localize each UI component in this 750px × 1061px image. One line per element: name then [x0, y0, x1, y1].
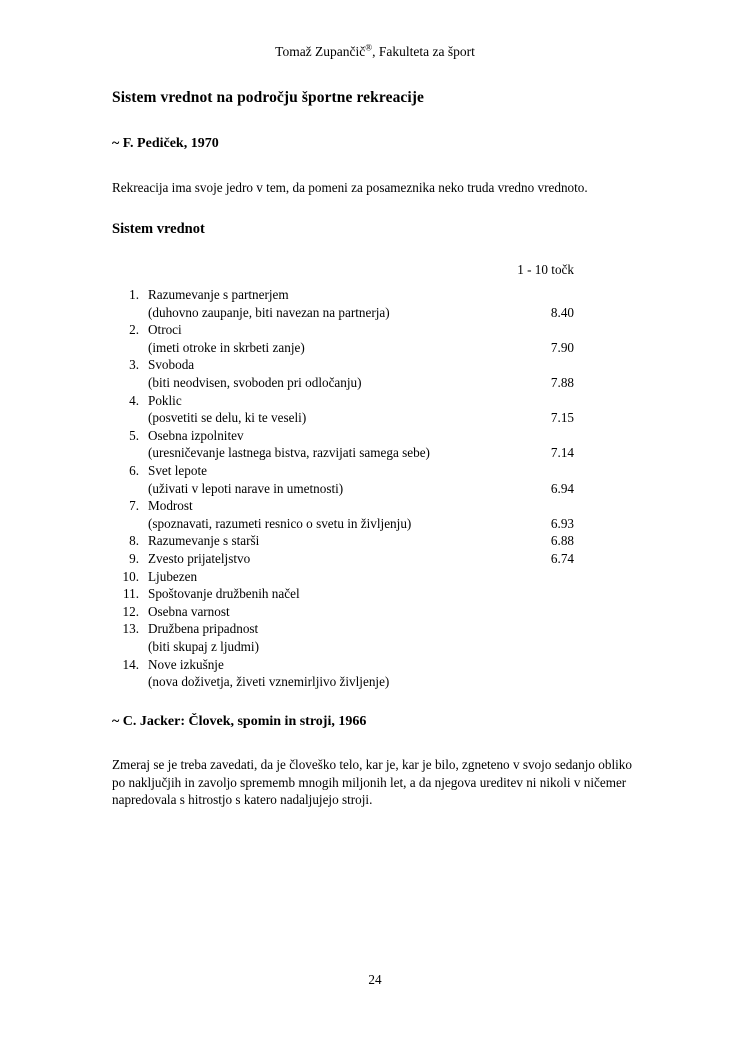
list-item-detail: (spoznavati, razumeti resnico o svetu in življenju) — [148, 515, 412, 531]
section-heading-sistem-vrednot: Sistem vrednot — [112, 221, 205, 238]
list-item-score: 6.74 — [550, 551, 574, 566]
page-title: Sistem vrednot na področju športne rekreacije — [112, 89, 425, 106]
list-item-number: 4. — [129, 392, 139, 408]
points-column-header: 1 - 10 točk — [517, 261, 574, 277]
list-item-number: 3. — [129, 357, 139, 373]
list-item-number: 5. — [129, 427, 139, 443]
list-item — [112, 286, 574, 304]
source-heading-jacker: ~ C. Jacker: Človek, spomin in stroji, 1966 — [112, 713, 367, 729]
list-item — [112, 392, 574, 410]
list-item-number: 9. — [129, 551, 139, 566]
list-item-label: Poklic — [148, 392, 182, 408]
list-item — [112, 568, 574, 586]
list-item-detail: (uresničevanje lastnega bistva, razvijati samega sebe) — [148, 445, 430, 461]
list-item-score: 6.88 — [550, 533, 574, 549]
header-author: Tomaž Zupančič — [275, 44, 366, 59]
list-item — [112, 497, 574, 515]
list-item-detail-score: 7.14 — [550, 445, 574, 461]
list-item-detail-score: 7.15 — [550, 410, 574, 426]
list-item-detail-row — [112, 444, 574, 462]
list-item-detail: (uživati v lepoti narave in umetnosti) — [148, 480, 344, 496]
list-item-detail: (duhovno zaupanje, biti navezan na partnerja) — [148, 304, 390, 320]
list-item-label: Otroci — [148, 322, 182, 338]
source-heading-pedicek: ~ F. Pediček, 1970 — [112, 136, 219, 152]
list-item-number: 7. — [129, 498, 139, 514]
closing-paragraph: Zmeraj se je treba zavedati, da je človeško telo, kar je, kar je bilo, zgneteno v svojo sedanjo obliko po naključjih in zavoljo sprememb mnogih miljonih let, a da njegova ureditev ni nikoli v ničemer napredovala s hitrostjo s katero nadaljujejo stroji. — [112, 757, 632, 808]
list-item-label: Razumevanje s partnerjem — [148, 287, 289, 303]
list-item-detail: (nova doživetja, živeti vznemirljivo življenje) — [148, 674, 390, 690]
list-item-number: 6. — [129, 463, 139, 479]
list-item — [112, 550, 574, 568]
list-item-number: 10. — [122, 568, 139, 584]
list-item — [112, 356, 574, 374]
list-item-detail-row — [112, 515, 574, 533]
page-number: 24 — [368, 972, 382, 987]
values-block — [112, 261, 574, 691]
list-item-detail-row — [112, 638, 574, 656]
list-item-detail-row — [112, 673, 574, 691]
list-item-label: Zvesto prijateljstvo — [148, 551, 251, 566]
list-item-number: 13. — [122, 621, 139, 637]
list-item-label: Svoboda — [148, 357, 195, 373]
list-item-detail-row — [112, 480, 574, 498]
list-item-number: 14. — [122, 656, 139, 672]
list-item — [112, 585, 574, 603]
intro-paragraph: Rekreacija ima svoje jedro v tem, da pomeni za posameznika neko truda vredno vrednoto. — [112, 179, 588, 195]
list-item-detail-score: 7.88 — [550, 375, 574, 391]
list-item-number: 12. — [122, 603, 139, 619]
list-item-detail-row — [112, 339, 574, 357]
list-item-detail: (imeti otroke in skrbeti zanje) — [148, 339, 305, 355]
running-header — [0, 44, 750, 60]
list-item-label: Ljubezen — [148, 568, 198, 584]
value-list — [112, 286, 574, 691]
header-affiliation: , Fakulteta za šport — [372, 44, 475, 59]
list-item — [112, 321, 574, 339]
list-item-detail: (biti neodvisen, svoboden pri odločanju) — [148, 375, 362, 391]
list-item-detail: (posvetiti se delu, ki te veseli) — [148, 410, 307, 426]
list-item-detail: (biti skupaj z ljudmi) — [148, 638, 259, 654]
list-item-number: 11. — [123, 586, 139, 602]
list-item — [112, 620, 574, 638]
document-body — [112, 88, 642, 809]
list-item — [112, 462, 574, 480]
list-item — [112, 656, 574, 674]
list-item-detail-score: 8.40 — [550, 304, 574, 320]
list-item-label: Razumevanje s starši — [148, 533, 260, 549]
list-item-detail-row — [112, 304, 574, 322]
list-item-number: 2. — [129, 322, 139, 338]
list-item-label: Spoštovanje družbenih načel — [148, 586, 300, 602]
registered-trademark-icon: ® — [365, 42, 373, 53]
list-item-detail-score: 6.94 — [550, 480, 574, 496]
list-item-detail-row — [112, 374, 574, 392]
list-item — [112, 427, 574, 445]
list-item-label: Osebna izpolnitev — [148, 427, 244, 443]
list-item-detail-score: 6.93 — [550, 515, 574, 531]
list-item-label: Nove izkušnje — [148, 656, 224, 672]
list-item-number: 8. — [129, 533, 139, 549]
list-item — [112, 532, 574, 550]
list-item — [112, 603, 574, 621]
list-item-label: Družbena pripadnost — [148, 621, 259, 637]
list-item-number: 1. — [129, 287, 139, 303]
list-item-label: Modrost — [148, 498, 193, 514]
list-item-label: Svet lepote — [148, 463, 207, 479]
list-item-detail-score: 7.90 — [550, 339, 574, 355]
list-item-detail-row — [112, 409, 574, 427]
list-item-label: Osebna varnost — [148, 603, 230, 619]
